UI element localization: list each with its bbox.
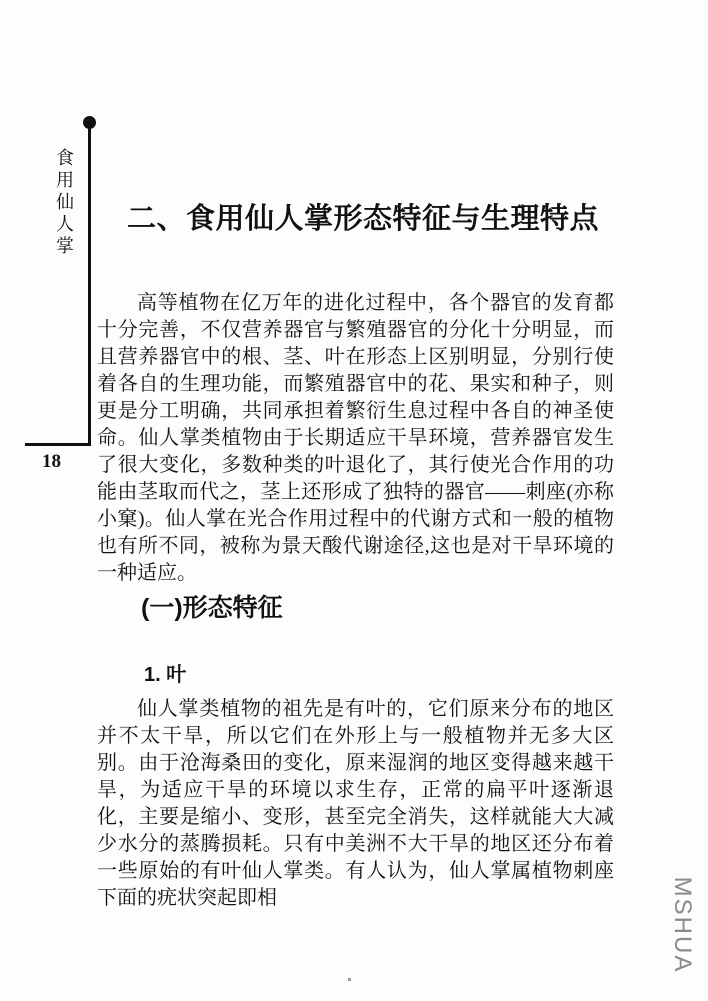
book-spine-title: 食用仙人掌 (54, 148, 74, 258)
paragraph-2: 仙人掌类植物的祖先是有叶的，它们原来分布的地区并不太干旱，所以它们在外形上与一般植物并无多大区别。由于沧海桑田的变化，原来湿润的地区变得越来越干旱，为适应干旱的环境以求生存，正常的扁平叶逐渐退化，主要是缩小、变形，甚至完全消失，这样就能大大减少水分的蒸腾损耗。只有中美洲不大干旱的地区还分布着一些原始的有叶仙人掌类。有人认为，仙人掌属植物刺座下面的疣状突起即相 (97, 698, 614, 909)
page-number: 18 (42, 451, 61, 472)
scan-speck-dot (348, 978, 351, 981)
chapter-title: 二、食用仙人掌形态特征与生理特点 (127, 203, 600, 235)
spine-vertical-rule (88, 123, 91, 445)
section-title: (一)形态特征 (141, 594, 283, 622)
watermark: MSHUA (669, 876, 696, 974)
paragraph-1: 高等植物在亿万年的进化过程中，各个器官的发育都十分完善，不仅营养器官与繁殖器官的分化十分明显，而且营养器官中的根、茎、叶在形态上区别明显，分别行使着各自的生理功能，而繁殖器官中的花、果实和种子，则更是分工明确，共同承担着繁衍生息过程中各自的神圣使命。仙人掌类植物由于长期适应干旱环境，营养器官发生了很大变化，多数种类的叶退化了，其行使光合作用的功能由茎取而代之，茎上还形成了独特的器官——刺座(亦称小窠)。仙人掌在光合作用过程中的代谢方式和一般的植物也有所不同，被称为景天酸代谢途径,这也是对干旱环境的一种适应。 (97, 292, 614, 584)
spine-horizontal-rule (25, 443, 91, 446)
subsection-title: 1. 叶 (144, 664, 187, 686)
